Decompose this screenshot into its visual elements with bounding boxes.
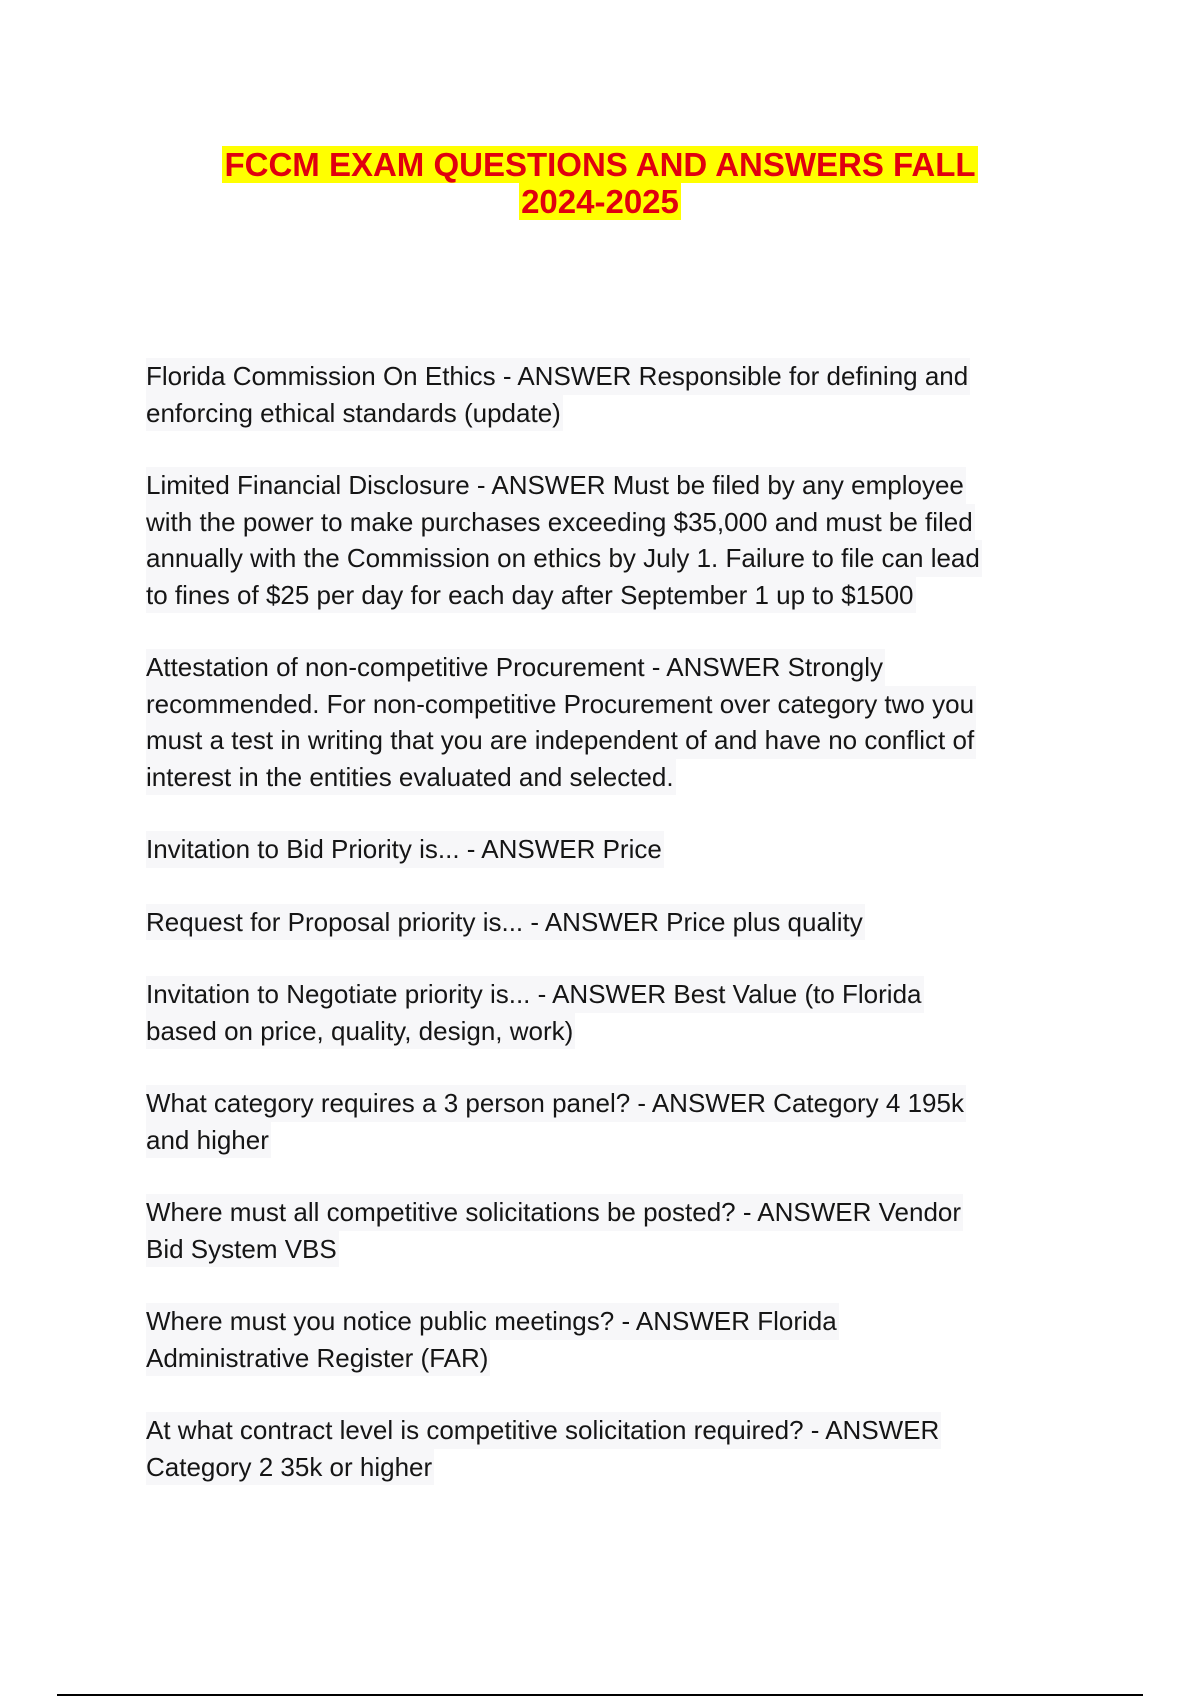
qa-line: with the power to make purchases exceeding $35,000 and must be filed — [146, 504, 975, 541]
qa-item-itb-priority — [146, 831, 1076, 868]
qa-line: Administrative Register (FAR) — [146, 1340, 490, 1377]
title-line-1: FCCM EXAM QUESTIONS AND ANSWERS FALL — [224, 146, 976, 183]
document-title — [0, 146, 1200, 220]
qa-item-public-meetings — [146, 1303, 1076, 1376]
qa-line: must a test in writing that you are independent of and have no conflict of — [146, 722, 976, 759]
qa-item-itn-priority — [146, 976, 1076, 1049]
qa-line: Attestation of non-competitive Procurement - ANSWER Strongly — [146, 649, 885, 686]
qa-line: Where must you notice public meetings? - ANSWER Florida — [146, 1303, 839, 1340]
qa-line: Bid System VBS — [146, 1231, 339, 1268]
qa-line: Where must all competitive solicitations be posted? - ANSWER Vendor — [146, 1194, 963, 1231]
qa-line: interest in the entities evaluated and selected. — [146, 759, 676, 796]
qa-item-rfp-priority — [146, 904, 1076, 941]
qa-line: to fines of $25 per day for each day after September 1 up to $1500 — [146, 577, 916, 614]
title-line-2: 2024-2025 — [521, 183, 679, 220]
qa-item-ethics-commission — [146, 358, 1076, 431]
qa-line: annually with the Commission on ethics by July 1. Failure to file can lead — [146, 540, 982, 577]
page-bottom-rule — [57, 1694, 1143, 1696]
qa-item-solicitation-posting — [146, 1194, 1076, 1267]
qa-line: Limited Financial Disclosure - ANSWER Must be filed by any employee — [146, 467, 966, 504]
qa-line: and higher — [146, 1122, 271, 1159]
qa-item-panel-category — [146, 1085, 1076, 1158]
qa-item-attestation — [146, 649, 1076, 795]
qa-line: At what contract level is competitive solicitation required? - ANSWER — [146, 1412, 941, 1449]
qa-item-contract-level — [146, 1412, 1076, 1485]
qa-list — [146, 358, 1076, 1521]
qa-line: based on price, quality, design, work) — [146, 1013, 575, 1050]
qa-line: recommended. For non-competitive Procurement over category two you — [146, 686, 976, 723]
qa-line: Category 2 35k or higher — [146, 1449, 434, 1486]
qa-line: Florida Commission On Ethics - ANSWER Responsible for defining and — [146, 358, 970, 395]
qa-line: Invitation to Negotiate priority is... - ANSWER Best Value (to Florida — [146, 976, 924, 1013]
qa-line: Invitation to Bid Priority is... - ANSWER Price — [146, 831, 664, 868]
qa-line: What category requires a 3 person panel? - ANSWER Category 4 195k — [146, 1085, 966, 1122]
qa-line: enforcing ethical standards (update) — [146, 395, 563, 432]
qa-line: Request for Proposal priority is... - ANSWER Price plus quality — [146, 904, 865, 941]
qa-item-financial-disclosure — [146, 467, 1076, 613]
